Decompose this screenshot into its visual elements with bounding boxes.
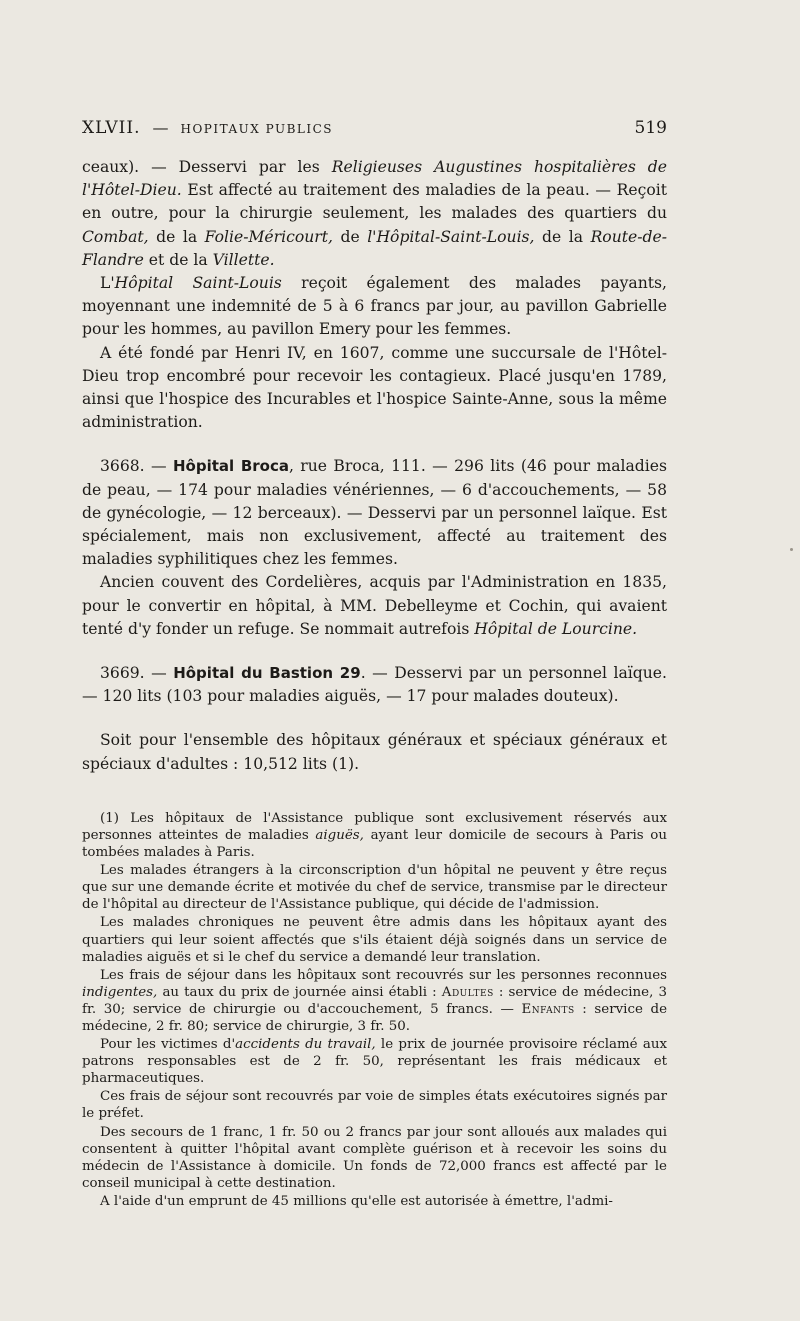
footnote-para-2: Les malades étrangers à la circonscription d'un hôpital ne peuvent y être reçus que sur une demande écrite et motivée du chef de service, transmise par le directeur de l'hôpital au directeur de l'Assistance publique, qui décide de l'admission. <box>82 863 667 913</box>
page-blemish <box>790 548 793 551</box>
page-number: 519 <box>634 118 667 138</box>
entry-3668-history: Ancien couvent des Cordelières, acquis par l'Administration en 1835, pour le convertir en hôpital, à MM. Debelleyme et Cochin, qui avaient tenté d'y fonder un refuge. Se nommait autrefois Hôpital de Lourcine. <box>82 573 667 638</box>
entry-3668: 3668. — Hôpital Broca, rue Broca, 111. — 296 lits (46 pour maladies de peau, — 174 pour maladies vénériennes, — 6 d'accouchements, — 58 de gynécologie, — 12 berceaux). — Desservi par un personnel laïque. Est spécialement, mais non exclusivement, affecté au traitement des maladies syphilitiques chez les femmes. <box>82 457 668 569</box>
header-separator: — <box>152 118 169 137</box>
chapter-title: HOPITAUX PUBLICS <box>180 122 334 136</box>
page-content <box>82 118 667 1211</box>
footnote <box>82 810 667 1210</box>
spacer <box>82 434 667 455</box>
main-text <box>82 156 667 776</box>
spacer <box>82 708 667 729</box>
summary-total-beds: Soit pour l'ensemble des hôpitaux généraux et spéciaux généraux et spéciaux d'adultes : 10,512 lits (1). <box>82 731 667 773</box>
footnote-para-5: Pour les victimes d'accidents du travail, le prix de journée provisoire réclamé aux patrons responsables est de 2 fr. 50, représentant les frais médicaux et pharmaceutiques. <box>82 1037 667 1087</box>
paragraph-paying-patients: L'Hôpital Saint-Louis reçoit également des malades payants, moyennant une indemnité de 5 à 6 francs par jour, au pavillon Gabrielle pour les hommes, au pavillon Emery pour les femmes. <box>82 274 667 339</box>
hospital-name-bastion: Hôpital du Bastion 29 <box>173 664 361 683</box>
footnote-para-4: Les frais de séjour dans les hôpitaux sont recouvrés sur les personnes reconnues indigentes, au taux du prix de journée ainsi établi : Adultes : service de médecine, 3 fr. 30; service de chirurgie ou d'accouchement, 5 francs. — Enfants : service de médecine, 2 fr. 80; service de chirurgie, 3 fr. 50. <box>82 967 667 1034</box>
header-left <box>82 118 333 138</box>
entry-3669: 3669. — Hôpital du Bastion 29. — Desservi par un personnel laïque. — 120 lits (103 pour maladies aiguës, — 17 pour malades douteux). <box>82 664 667 706</box>
chapter-number: XLVII. <box>82 118 141 138</box>
paragraph-foundation: A été fondé par Henri IV, en 1607, comme une succursale de l'Hôtel-Dieu trop encombré pour recevoir les contagieux. Placé jusqu'en 1789, ainsi que l'hospice des Incurables et l'hospice Sainte-Anne, sous la même administration. <box>82 343 667 432</box>
footnote-para-1: (1) Les hôpitaux de l'Assistance publique sont exclusivement réservés aux personnes atteintes de maladies aiguës, ayant leur domicile de secours à Paris ou tombées malades à Paris. <box>82 810 667 861</box>
footnote-para-8: A l'aide d'un emprunt de 45 millions qu'elle est autorisée à émettre, l'admi- <box>100 1193 613 1209</box>
hospital-name-broca: Hôpital Broca <box>173 457 289 476</box>
footnote-para-6: Ces frais de séjour sont recouvrés par voie de simples états exécutoires signés par le préfet. <box>82 1089 667 1122</box>
spacer <box>82 641 667 662</box>
running-header <box>82 118 667 148</box>
footnote-para-7: Des secours de 1 franc, 1 fr. 50 ou 2 francs par jour sont alloués aux malades qui consentent à quitter l'hôpital avant complète guérison et à recevoir les soins du médecin de l'Assistance à domicile. Un fonds de 72,000 francs est affecté par le conseil municipal à cette destination. <box>82 1124 667 1191</box>
footnote-para-3: Les malades chroniques ne peuvent être admis dans les hôpitaux ayant des quartiers qui leur soient affectés que s'ils étaient déjà soignés dans un service de maladies aiguës et si le chef du service a demandé leur translation. <box>82 915 667 965</box>
paragraph-saint-louis-service: ceaux). — Desservi par les Religieuses Augustines hospitalières de l'Hôtel-Dieu. Est affecté au traitement des maladies de la peau. — Reçoit en outre, pour la chirurgie seulement, les malades des quartiers du Combat, de la Folie-Méricourt, de l'Hôpital-Saint-Louis, de la Route-de-Flandre et de la Villette. <box>82 158 667 269</box>
